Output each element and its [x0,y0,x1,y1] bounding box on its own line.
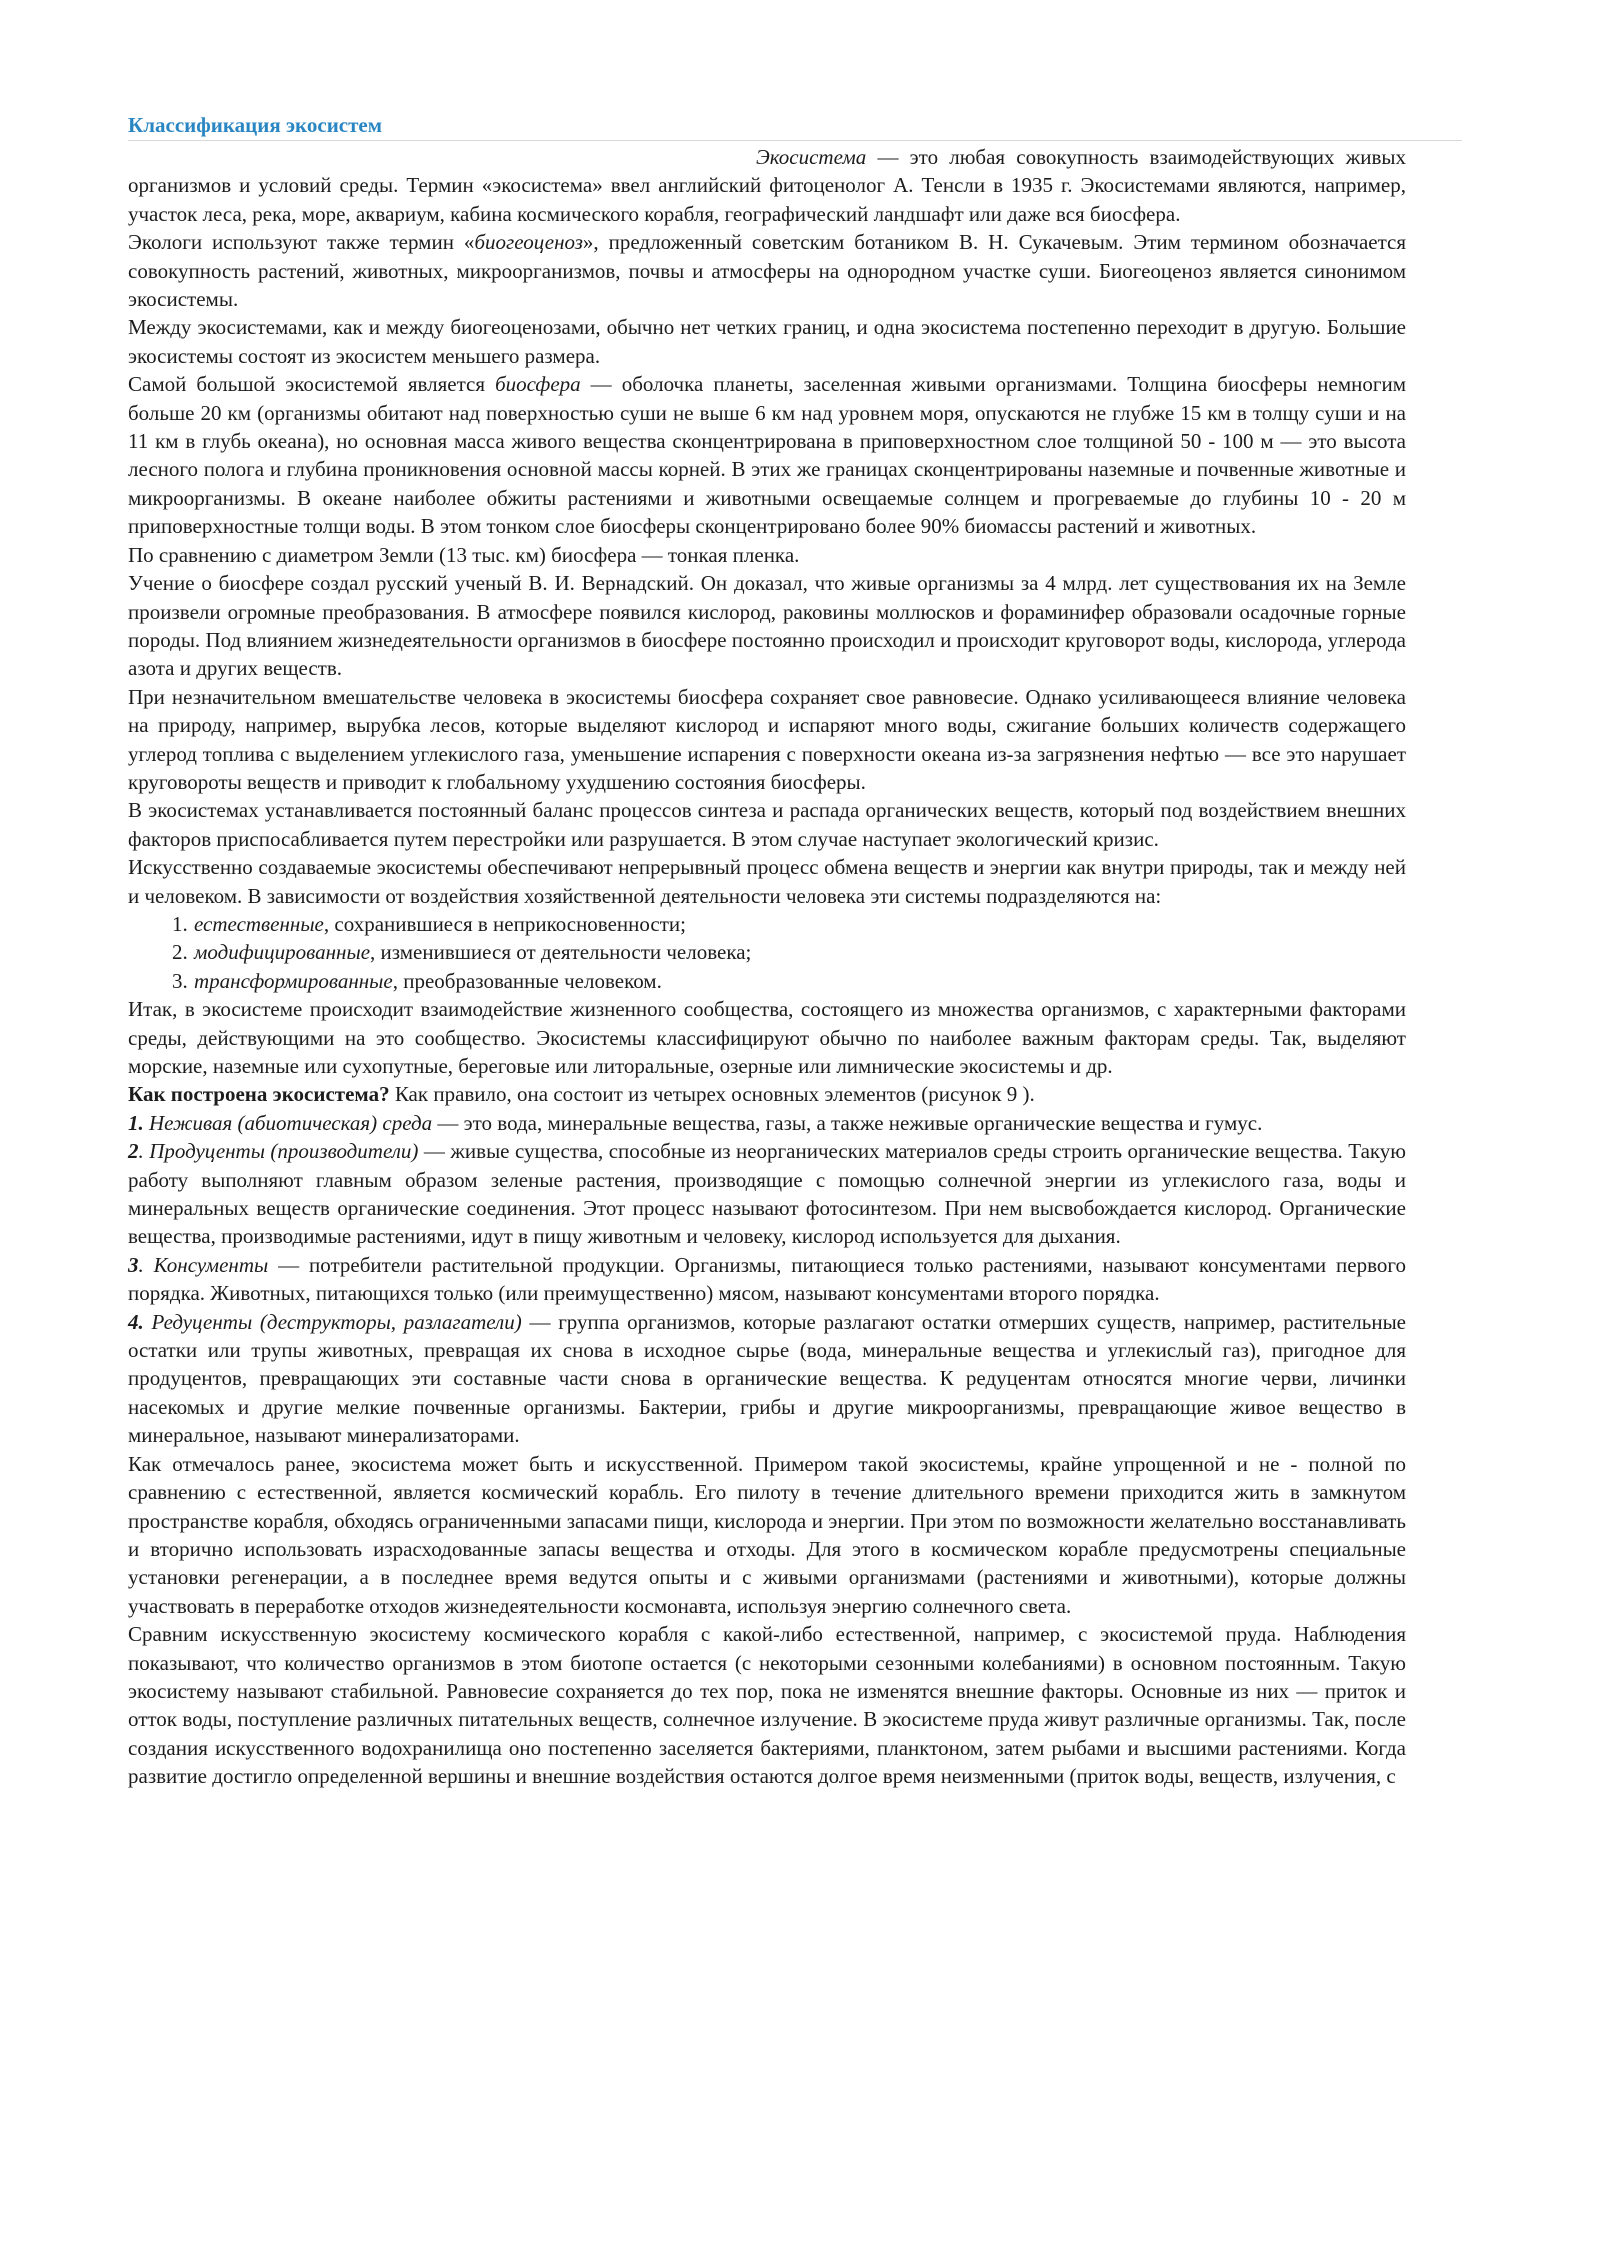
list-item: 2. модифицированные, изменившиеся от деятельности человека; [172,940,752,965]
paragraph-ecosystem-definition: Экосистема — это любая совокупность взаимодействующих живых организмов и условий среды. Термин «экосистема» ввел английский фитоценолог А. Тенсли в 1935 г. Экосистемами являются, например, участок леса, река, море, аквариум, кабина космического корабля, географический ландшафт или даже вся биосфера. [128,145,1406,226]
paragraph-element-2: 2. Продуценты (производители) — живые существа, способные из неорганических материалов среды строить органические вещества. Такую работу выполняют главным образом зеленые растения, производящие с помощью солнечной энергии из углекислого газа, воды и минеральных веществ органические соединения. Этот процесс называют фотосинтезом. При нем высвобождается кислород. Органические вещества, производимые растениями, идут в пищу животным и человеку, кислород используется для дыхания. [128,1139,1406,1249]
paragraph-balance: В экосистемах устанавливается постоянный баланс процессов синтеза и распада органических веществ, который под воздействием внешних факторов приспосабливается путем перестройки или разрушается. В этом случае наступает экологический кризис. [128,798,1406,851]
paragraph-biosphere: Самой большой экосистемой является биосфера — оболочка планеты, заселенная живыми организмами. Толщина биосферы немногим больше 20 км (организмы обитают над поверхностью суши не выше 6 км над уровнем моря, опускаются не глубже 15 км в толщу суши и на 11 км в глубь океана), но основная масса живого вещества сконцентрирована в приповерхностном слое толщиной 50 - 100 м — это высота лесного полога и глубина проникновения основной массы корней. В этих же границах сконцентрированы наземные и почвенные животные и микроорганизмы. В океане наиболее обжиты растениями и животными освещаемые солнцем и прогреваемые до глубины 10 - 20 м приповерхностные толщи воды. В этом тонком слое биосферы сконцентрировано более 90% биомассы растений и животных. [128,372,1406,539]
paragraph-element-3: 3. Консументы — потребители растительной продукции. Организмы, питающиеся только растениями, называют консументами первого порядка. Животных, питающихся только (или преимущественно) мясом, называют консументами второго порядка. [128,1252,1406,1306]
paragraph-earth-diameter: По сравнению с диаметром Земли (13 тыс. км) биосфера — тонкая пленка. [128,542,800,567]
list-item: 3. трансформированные, преобразованные человеком. [172,968,662,993]
paragraph-element-4: 4. Редуценты (деструкторы, разлагатели) — группа организмов, которые разлагают остатки отмерших существ, например, растительные остатки или трупы животных, превращая их снова в исходное сырье (вода, минеральные вещества и углекислый газ), пригодное для продуцентов, превращающих эти составные части снова в органические вещества. К редуцентам относятся многие черви, личинки насекомых и другие мелкие почвенные организмы. Бактерии, грибы и другие микроорганизмы, превращающие живое вещество в минеральное, называют минерализаторами. [128,1309,1407,1448]
list-item: 1. естественные, сохранившиеся в неприкосновенности; [172,911,686,936]
paragraph-structure-question: Как построена экосистема? Как правило, она состоит из четырех основных элементов (рисунок 9 ). [128,1082,1035,1107]
term-ecosystem: Экосистема [756,145,867,169]
paragraph-boundaries: Между экосистемами, как и между биогеоценозами, обычно нет четких границ, и одна экосистема постепенно переходит в другую. Большие экосистемы состоят из экосистем меньшего размера. [128,315,1406,368]
paragraph-classification: Итак, в экосистеме происходит взаимодействие жизненного сообщества, состоящего из множества организмов, с характерными факторами среды, действующими на это сообщество. Экосистемы классифицируют обычно по наиболее важным факторам среды. Так, выделяют морские, наземные или сухопутные, береговые или литоральные, озерные или лимнические экосистемы и др. [128,997,1406,1078]
paragraph-artificial-ecosystems: Искусственно создаваемые экосистемы обеспечивают непрерывный процесс обмена веществ и энергии как внутри природы, так и между ней и человеком. В зависимости от воздействия хозяйственной деятельности человека эти системы подразделяются на: [128,855,1406,908]
document-page [128,112,1406,1791]
paragraph-pond: Сравним искусственную экосистему космического корабля с какой-либо естественной, например, с экосистемой пруда. Наблюдения показывают, что количество организмов в этом биотопе остается (с некоторыми сезонными колебаниями) в основном постоянным. Такую экосистему называют стабильной. Равновесие сохраняется до тех пор, пока не изменятся внешние факторы. Основные из них — приток и отток воды, поступление различных питательных веществ, солнечное излучение. В экосистеме пруда живут различные организмы. Так, после создания искусственного водохранилища оно постепенно заселяется бактериями, планктоном, затем рыбами и высшими растениями. Когда развитие достигло определенной вершины и внешние воздействия остаются долгое время неизменными (приток воды, веществ, излучения, с [128,1622,1406,1789]
term-biogeocenosis: биогеоценоз [474,230,583,255]
paragraph-spacecraft: Как отмечалось ранее, экосистема может быть и искусственной. Примером такой экосистемы, крайне упрощенной и не - полной по сравнению с естественной, является космический корабль. Его пилоту в течение длительного времени приходится жить в замкнутом пространстве корабля, обходясь ограниченными запасами пищи, кислорода и энергии. При этом по возможности желательно восстанавливать и вторично использовать израсходованные запасы вещества и отходы. Для этого в космическом корабле предусмотрены специальные установки регенерации, а в последнее время ведутся опыты и с живыми организмами (растениями и животными), которые должны участвовать в переработке отходов жизнедеятельности космонавта, используя энергию солнечного света. [128,1451,1406,1618]
paragraph-human-influence: При незначительном вмешательстве человека в экосистемы биосфера сохраняет свое равновесие. Однако усиливающееся влияние человека на природу, например, вырубка лесов, которые выделяют кислород и испаряют много воды, сжигание больших количеств содержащего углерод топлива с выделением углекислого газа, уменьшение испарения с поверхности океана из-за загрязнения нефтью — все это нарушает круговороты веществ и приводит к глобальному ухудшению состояния биосферы. [128,684,1406,794]
paragraph-element-1: 1. Неживая (абиотическая) среда — это вода, минеральные вещества, газы, а также неживые органические вещества и гумус. [128,1110,1263,1135]
structure-question: Как построена экосистема? [128,1082,390,1107]
paragraph-vernadsky: Учение о биосфере создал русский ученый В. И. Вернадский. Он доказал, что живые организмы за 4 млрд. лет существования их на Земле произвели огромные преобразования. В атмосфере появился кислород, раковины моллюсков и фораминифер образовали осадочные горные породы. Под влиянием жизнедеятельности организмов в биосфере постоянно происходил и происходит круговорот воды, кислорода, углерода азота и других веществ. [128,571,1406,681]
ecosystem-types-list [128,910,1406,995]
paragraph-biogeocenosis: Экологи используют также термин «биогеоценоз», предложенный советским ботаником В. Н. Сукачевым. Этим термином обозначается совокупность растений, животных, микроорганизмов, почвы и атмосферы на однородном участке суши. Биогеоценоз является синонимом экосистемы. [128,230,1407,312]
term-biosphere: биосфера [495,372,581,397]
page-title: Классификация экосистем [128,112,1462,141]
